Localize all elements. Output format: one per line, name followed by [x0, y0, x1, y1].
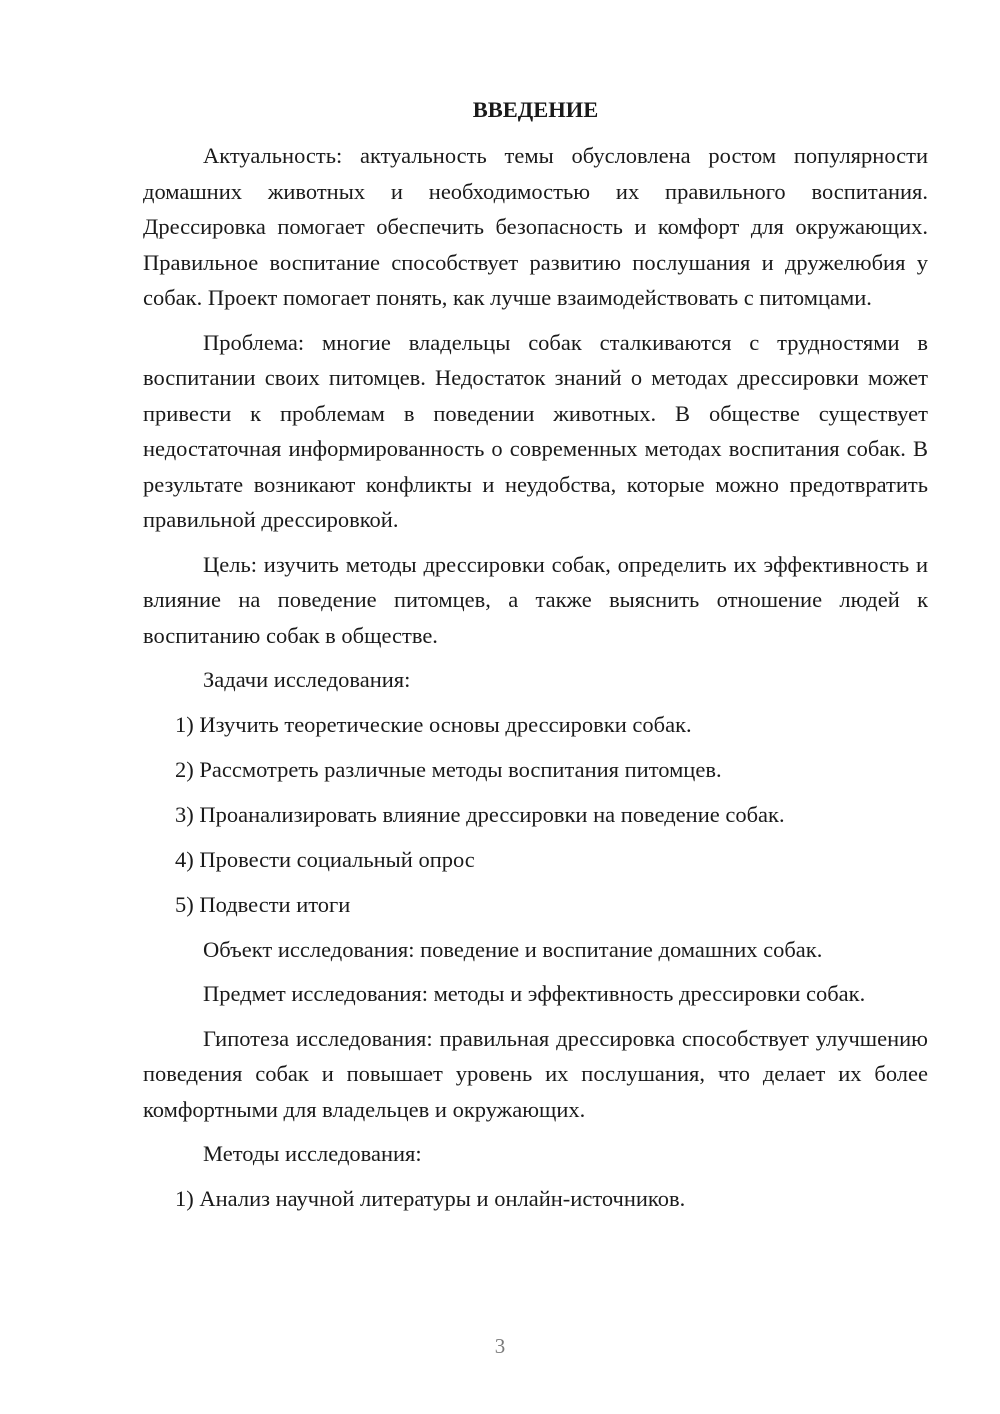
- subject-paragraph: Предмет исследования: методы и эффективность дрессировки собак.: [203, 981, 866, 1007]
- methods-heading: Методы исследования:: [203, 1141, 422, 1167]
- page-number: 3: [494, 1334, 506, 1358]
- problem-paragraph: Проблема: многие владельцы собак сталкиваются с трудностями в воспитании своих питомцев. Недостаток знаний о методах дрессировки может привести к проблемам в поведении животных. В обществе существует недостаточная информированность о современных методах воспитания собак. В результате возникают конфликты и неудобства, которые можно предотвратить правильной дрессировкой.: [143, 329, 928, 532]
- task-item: 3) Проанализировать влияние дрессировки на поведение собак.: [175, 801, 785, 827]
- task-item: 1) Изучить теоретические основы дрессировки собак.: [175, 711, 692, 737]
- document-body: [143, 94, 928, 1226]
- hypothesis-paragraph: Гипотеза исследования: правильная дрессировка способствует улучшению поведения собак и повышает уровень их послушания, что делает их более комфортными для владельцев и окружающих.: [143, 1025, 928, 1122]
- goal-paragraph: Цель: изучить методы дрессировки собак, определить их эффективность и влияние на поведение питомцев, а также выяснить отношение людей к воспитанию собак в обществе.: [143, 551, 928, 648]
- tasks-heading: Задачи исследования:: [203, 667, 411, 692]
- method-item: 1) Анализ научной литературы и онлайн-источников.: [175, 1185, 686, 1211]
- section-title: ВВЕДЕНИЕ: [472, 97, 599, 122]
- object-paragraph: Объект исследования: поведение и воспитание домашних собак.: [203, 936, 823, 962]
- relevance-paragraph: Актуальность: актуальность темы обусловлена ростом популярности домашних животных и необходимостью их правильного воспитания. Дрессировка помогает обеспечить безопасность и комфорт для окружающих. Правильное воспитание способствует развитию послушания и дружелюбия у собак. Проект помогает понять, как лучше взаимодействовать с питомцами.: [143, 143, 928, 310]
- task-item: 4) Провести социальный опрос: [175, 846, 475, 872]
- task-item: 2) Рассмотреть различные методы воспитания питомцев.: [175, 756, 722, 782]
- task-item: 5) Подвести итоги: [175, 891, 351, 917]
